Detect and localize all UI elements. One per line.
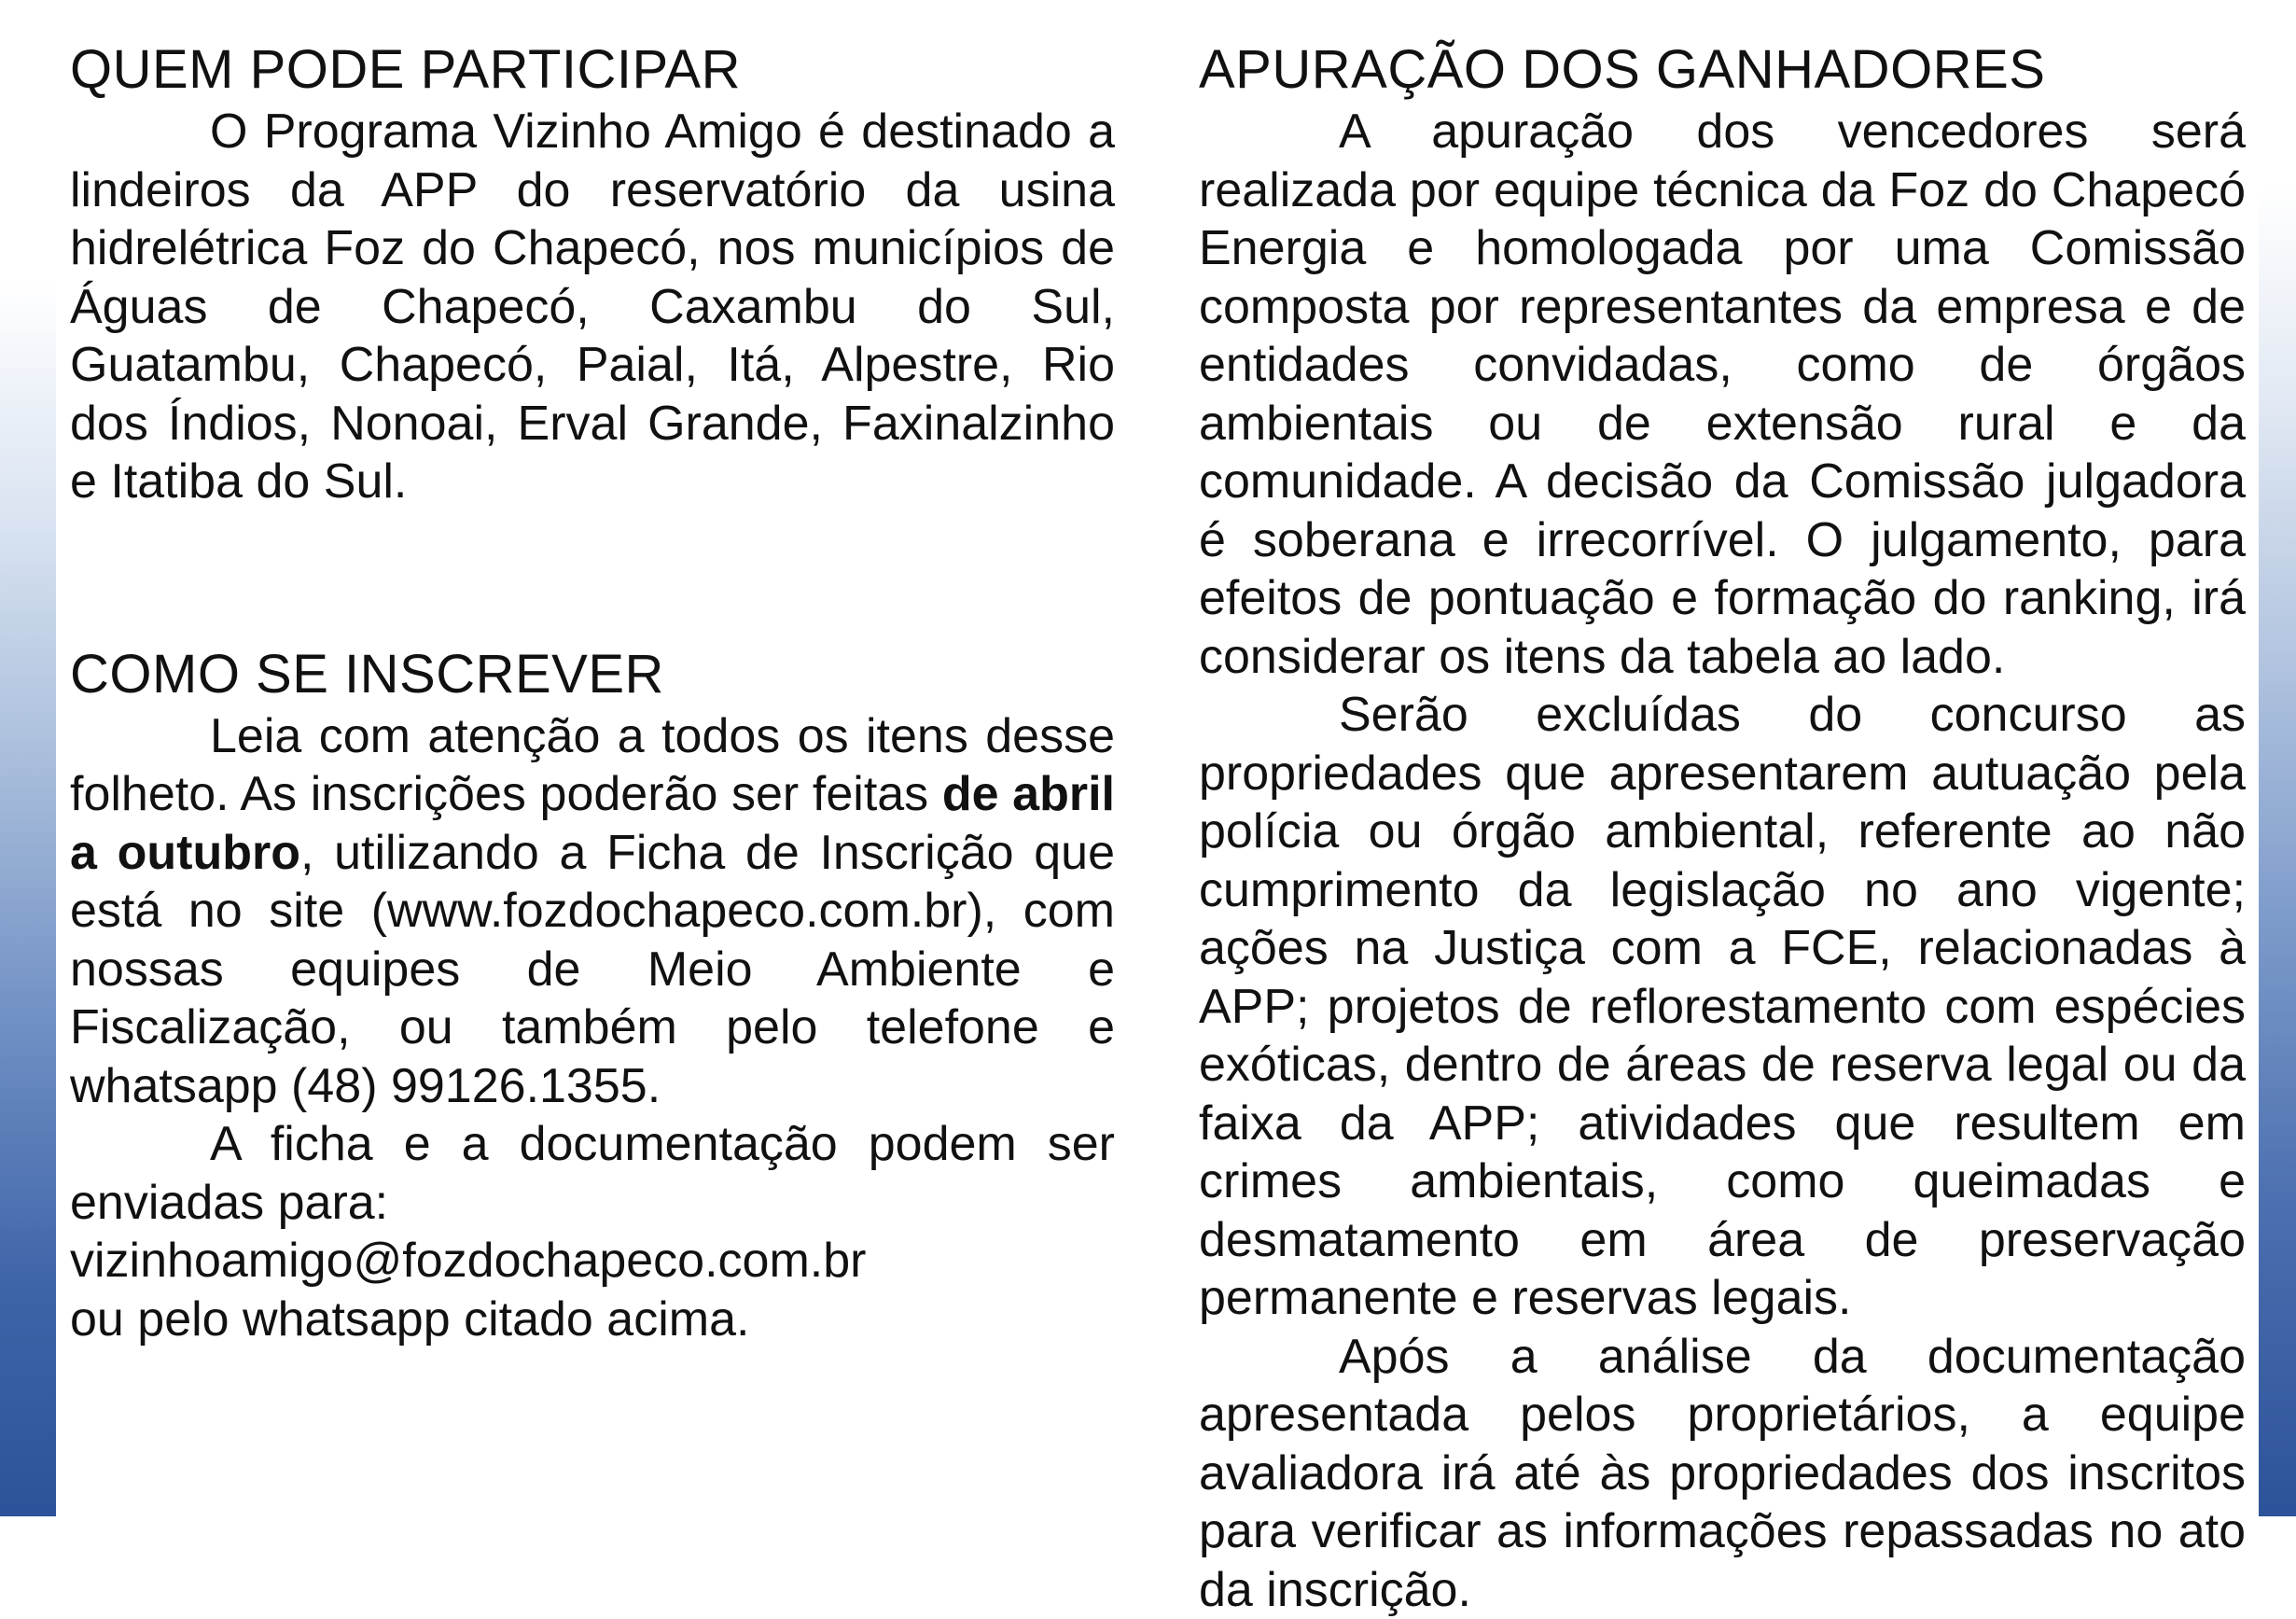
right-gradient-border [2259, 0, 2296, 1516]
paragraph-participants: O Programa Vizinho Amigo é destinado a lindeiros da APP do reservatório da usina hidrelétrica Foz do Chapecó, nos municípios de Águas de Chapecó, Caxambu do Sul, Guatambu, Chapecó, Paial, Itá, Alpestre, Rio dos Índios, Nonoai, Erval Grande, Faxinalzinho e Itatiba do Sul. [70, 103, 1115, 511]
heading-como-se-inscrever: COMO SE INSCREVER [70, 642, 1115, 707]
closing-line: ou pelo whatsapp citado acima. [70, 1291, 1115, 1349]
left-gradient-border [0, 0, 56, 1516]
left-column [70, 37, 1115, 1348]
right-column [1199, 37, 2246, 1619]
heading-quem-pode-participar: QUEM PODE PARTICIPAR [70, 37, 1115, 103]
contact-email: vizinhoamigo@fozdochapeco.com.br [70, 1232, 1115, 1291]
section-spacer [70, 511, 1115, 642]
registration-text-end: , utilizando a Ficha de Inscrição que está no site (www.fozdochapeco.com.br), com nossas equipes de Meio Ambiente e Fiscalização, ou também pelo telefone e whatsapp (48) 99126.1355. [70, 826, 1115, 1113]
paragraph-evaluation: A apuração dos vencedores será realizada por equipe técnica da Foz do Chapecó Energia e homologada por uma Comissão composta por representantes da empresa e de entidades convidadas, como de órgãos ambientais ou de extensão rural e da comunidade. A decisão da Comissão julgadora é soberana e irrecorrível. O julgamento, para efeitos de pontuação e formação do ranking, irá considerar os itens da tabela ao lado. [1199, 103, 2246, 686]
registration-period: de abril a outubro [70, 767, 1115, 880]
paragraph-documentation: A ficha e a documentação podem ser enviadas para: [70, 1115, 1115, 1232]
paragraph-exclusions: Serão excluídas do concurso as propriedades que apresentarem autuação pela polícia ou órgão ambiental, referente ao não cumprimento da legislação no ano vigente; ações na Justiça com a FCE, relacionadas à APP; projetos de reflorestamento com espécies exóticas, dentro de áreas de reserva legal ou da faixa da APP; atividades que resultem em crimes ambientais, como queimadas e desmatamento em área de preservação permanente e reservas legais. [1199, 686, 2246, 1328]
paragraph-registration [70, 707, 1115, 1116]
paragraph-verification: Após a análise da documentação apresentada pelos proprietários, a equipe avaliadora irá até às propriedades dos inscritos para verificar as informações repassadas no ato da inscrição. [1199, 1328, 2246, 1619]
heading-apuracao-dos-ganhadores: APURAÇÃO DOS GANHADORES [1199, 37, 2246, 103]
registration-text-start: Leia com atenção a todos os itens desse folheto. As inscrições poderão ser feitas [70, 709, 1115, 822]
